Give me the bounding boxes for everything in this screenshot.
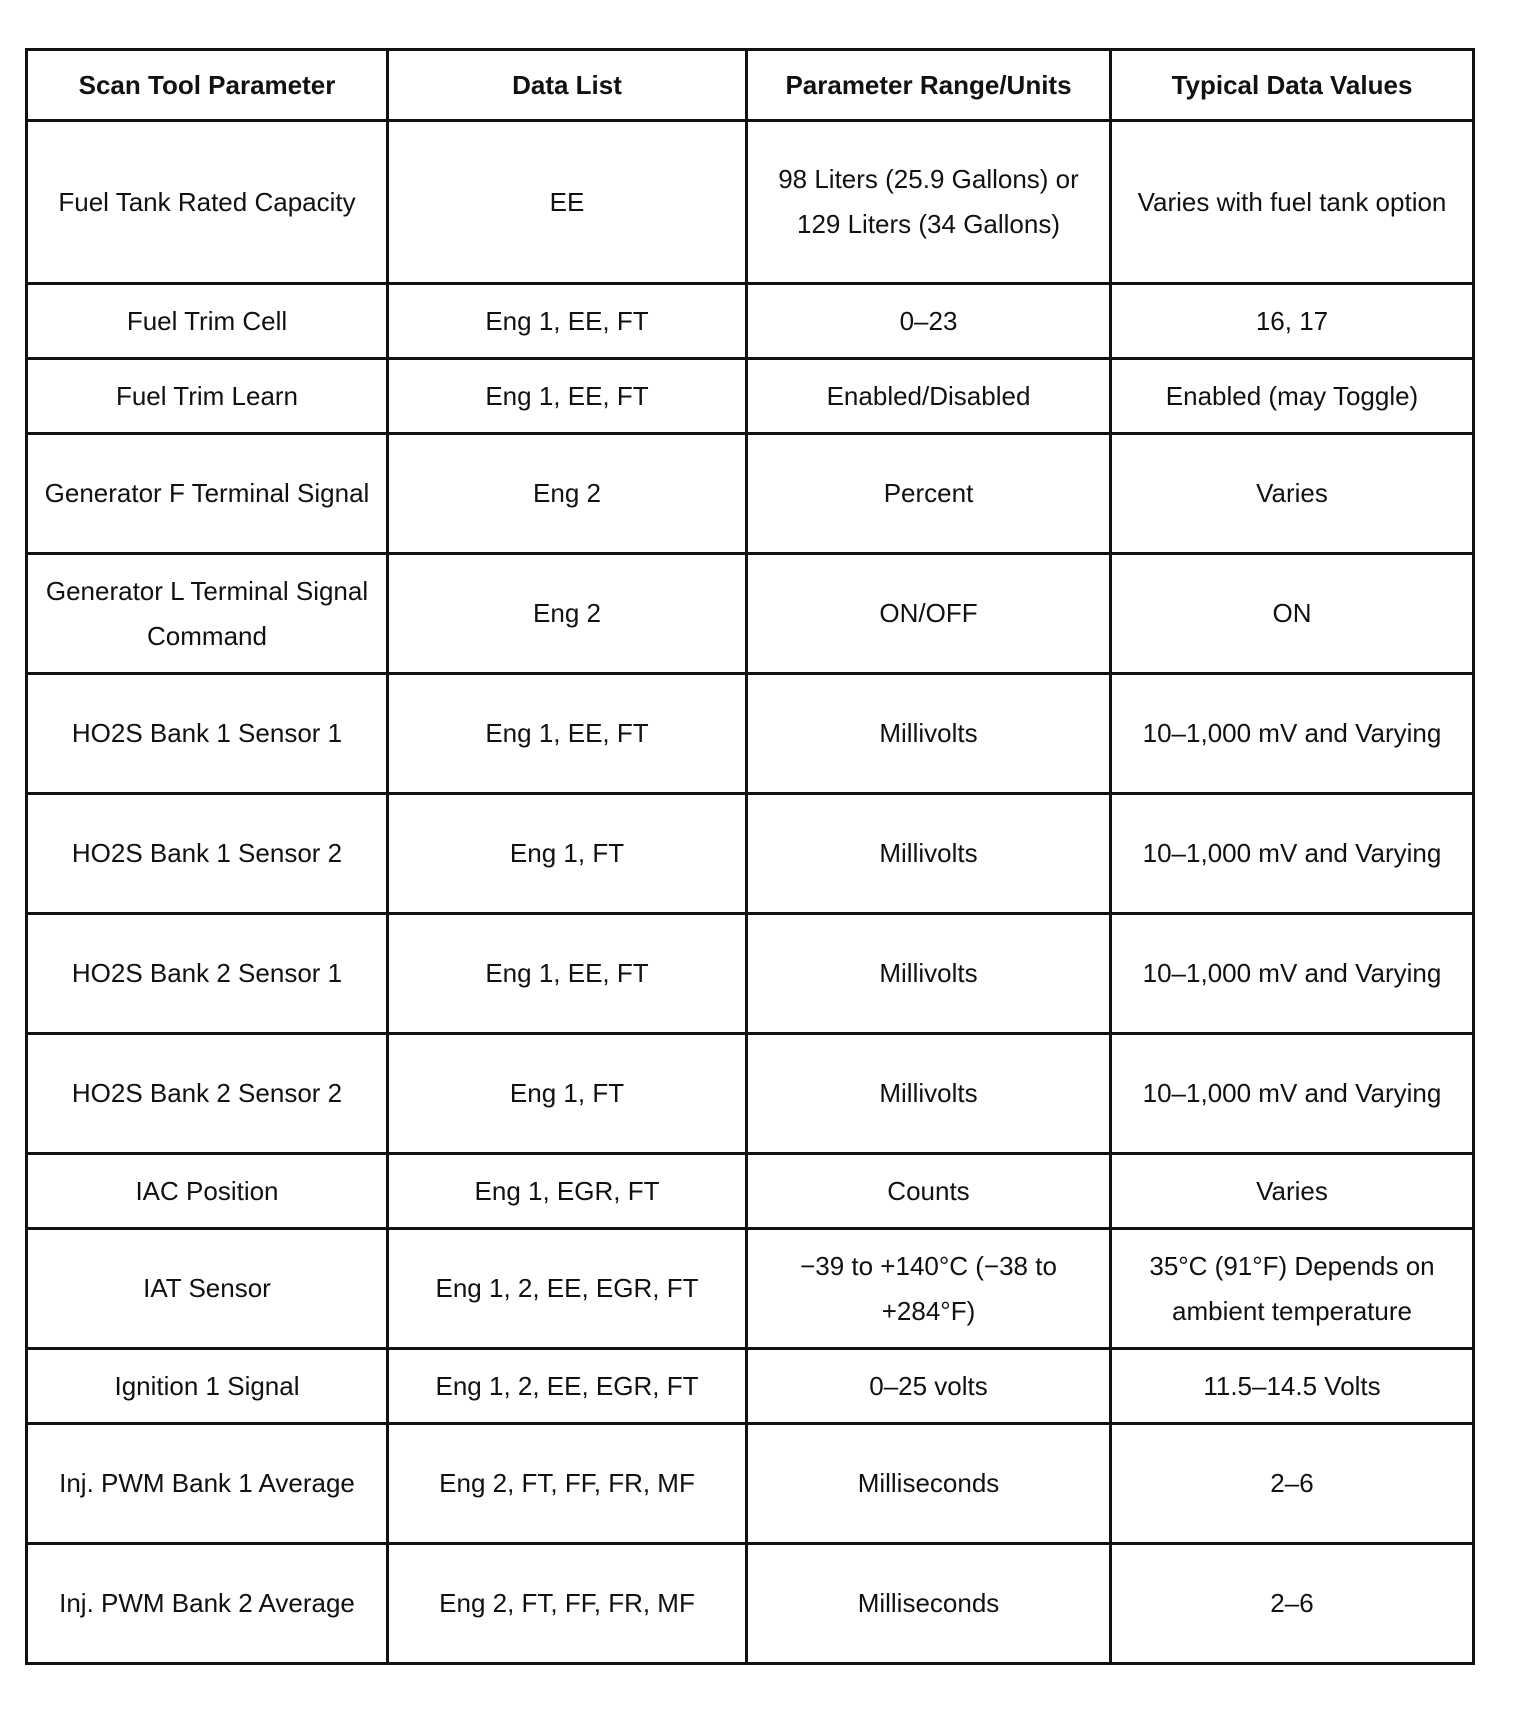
cell-range-units: Percent [747, 434, 1111, 554]
cell-typical-values: Varies with fuel tank option [1111, 121, 1474, 284]
cell-data-list: Eng 1, FT [388, 794, 747, 914]
table-row [27, 284, 1474, 359]
table-row [27, 1154, 1474, 1229]
cell-typical-values: 11.5–14.5 Volts [1111, 1349, 1474, 1424]
cell-range-units: Counts [747, 1154, 1111, 1229]
cell-typical-values: 10–1,000 mV and Varying [1111, 1034, 1474, 1154]
cell-typical-values: 2–6 [1111, 1424, 1474, 1544]
header-data-list: Data List [388, 50, 747, 121]
table-row [27, 674, 1474, 794]
cell-typical-values: 35°C (91°F) Depends on ambient temperature [1111, 1229, 1474, 1349]
table-row [27, 359, 1474, 434]
table-row [27, 1349, 1474, 1424]
cell-data-list: Eng 2 [388, 554, 747, 674]
cell-data-list: Eng 1, FT [388, 1034, 747, 1154]
cell-range-units: Millivolts [747, 1034, 1111, 1154]
cell-range-units: Milliseconds [747, 1424, 1111, 1544]
cell-range-units: 98 Liters (25.9 Gallons) or 129 Liters (34 Gallons) [747, 121, 1111, 284]
cell-parameter: Fuel Trim Learn [27, 359, 388, 434]
document-page [25, 48, 1472, 1665]
cell-typical-values: 10–1,000 mV and Varying [1111, 674, 1474, 794]
cell-parameter: Fuel Tank Rated Capacity [27, 121, 388, 284]
table-row [27, 1229, 1474, 1349]
cell-typical-values: Varies [1111, 434, 1474, 554]
table-row [27, 1424, 1474, 1544]
cell-typical-values: Varies [1111, 1154, 1474, 1229]
cell-parameter: HO2S Bank 2 Sensor 2 [27, 1034, 388, 1154]
table-row [27, 914, 1474, 1034]
cell-range-units: Enabled/Disabled [747, 359, 1111, 434]
cell-typical-values: 10–1,000 mV and Varying [1111, 794, 1474, 914]
cell-data-list: Eng 1, EE, FT [388, 359, 747, 434]
cell-parameter: IAT Sensor [27, 1229, 388, 1349]
header-parameter-range-units: Parameter Range/Units [747, 50, 1111, 121]
cell-data-list: Eng 1, 2, EE, EGR, FT [388, 1229, 747, 1349]
table-row [27, 794, 1474, 914]
cell-typical-values: 16, 17 [1111, 284, 1474, 359]
cell-data-list: Eng 2, FT, FF, FR, MF [388, 1424, 747, 1544]
cell-parameter: Ignition 1 Signal [27, 1349, 388, 1424]
cell-data-list: Eng 1, EE, FT [388, 284, 747, 359]
cell-parameter: Generator F Terminal Signal [27, 434, 388, 554]
table-header [27, 50, 1474, 121]
cell-data-list: Eng 2 [388, 434, 747, 554]
cell-parameter: IAC Position [27, 1154, 388, 1229]
cell-range-units: −39 to +140°C (−38 to +284°F) [747, 1229, 1111, 1349]
cell-range-units: 0–23 [747, 284, 1111, 359]
table-row [27, 1544, 1474, 1664]
cell-data-list: Eng 1, 2, EE, EGR, FT [388, 1349, 747, 1424]
cell-range-units: Millivolts [747, 794, 1111, 914]
header-typical-data-values: Typical Data Values [1111, 50, 1474, 121]
cell-parameter: Fuel Trim Cell [27, 284, 388, 359]
cell-data-list: Eng 1, EE, FT [388, 914, 747, 1034]
cell-parameter: Inj. PWM Bank 2 Average [27, 1544, 388, 1664]
cell-data-list: Eng 1, EE, FT [388, 674, 747, 794]
cell-parameter: HO2S Bank 1 Sensor 1 [27, 674, 388, 794]
scan-tool-data-table [25, 48, 1475, 1665]
header-row [27, 50, 1474, 121]
table-body [27, 121, 1474, 1664]
cell-range-units: Milliseconds [747, 1544, 1111, 1664]
cell-parameter: Generator L Terminal Signal Command [27, 554, 388, 674]
cell-parameter: Inj. PWM Bank 1 Average [27, 1424, 388, 1544]
cell-parameter: HO2S Bank 1 Sensor 2 [27, 794, 388, 914]
table-row [27, 1034, 1474, 1154]
table-row [27, 121, 1474, 284]
cell-range-units: Millivolts [747, 674, 1111, 794]
cell-typical-values: 2–6 [1111, 1544, 1474, 1664]
cell-data-list: EE [388, 121, 747, 284]
cell-typical-values: ON [1111, 554, 1474, 674]
cell-typical-values: 10–1,000 mV and Varying [1111, 914, 1474, 1034]
header-scan-tool-parameter: Scan Tool Parameter [27, 50, 388, 121]
cell-range-units: 0–25 volts [747, 1349, 1111, 1424]
cell-parameter: HO2S Bank 2 Sensor 1 [27, 914, 388, 1034]
cell-data-list: Eng 2, FT, FF, FR, MF [388, 1544, 747, 1664]
cell-data-list: Eng 1, EGR, FT [388, 1154, 747, 1229]
cell-typical-values: Enabled (may Toggle) [1111, 359, 1474, 434]
table-row [27, 554, 1474, 674]
cell-range-units: Millivolts [747, 914, 1111, 1034]
table-row [27, 434, 1474, 554]
cell-range-units: ON/OFF [747, 554, 1111, 674]
